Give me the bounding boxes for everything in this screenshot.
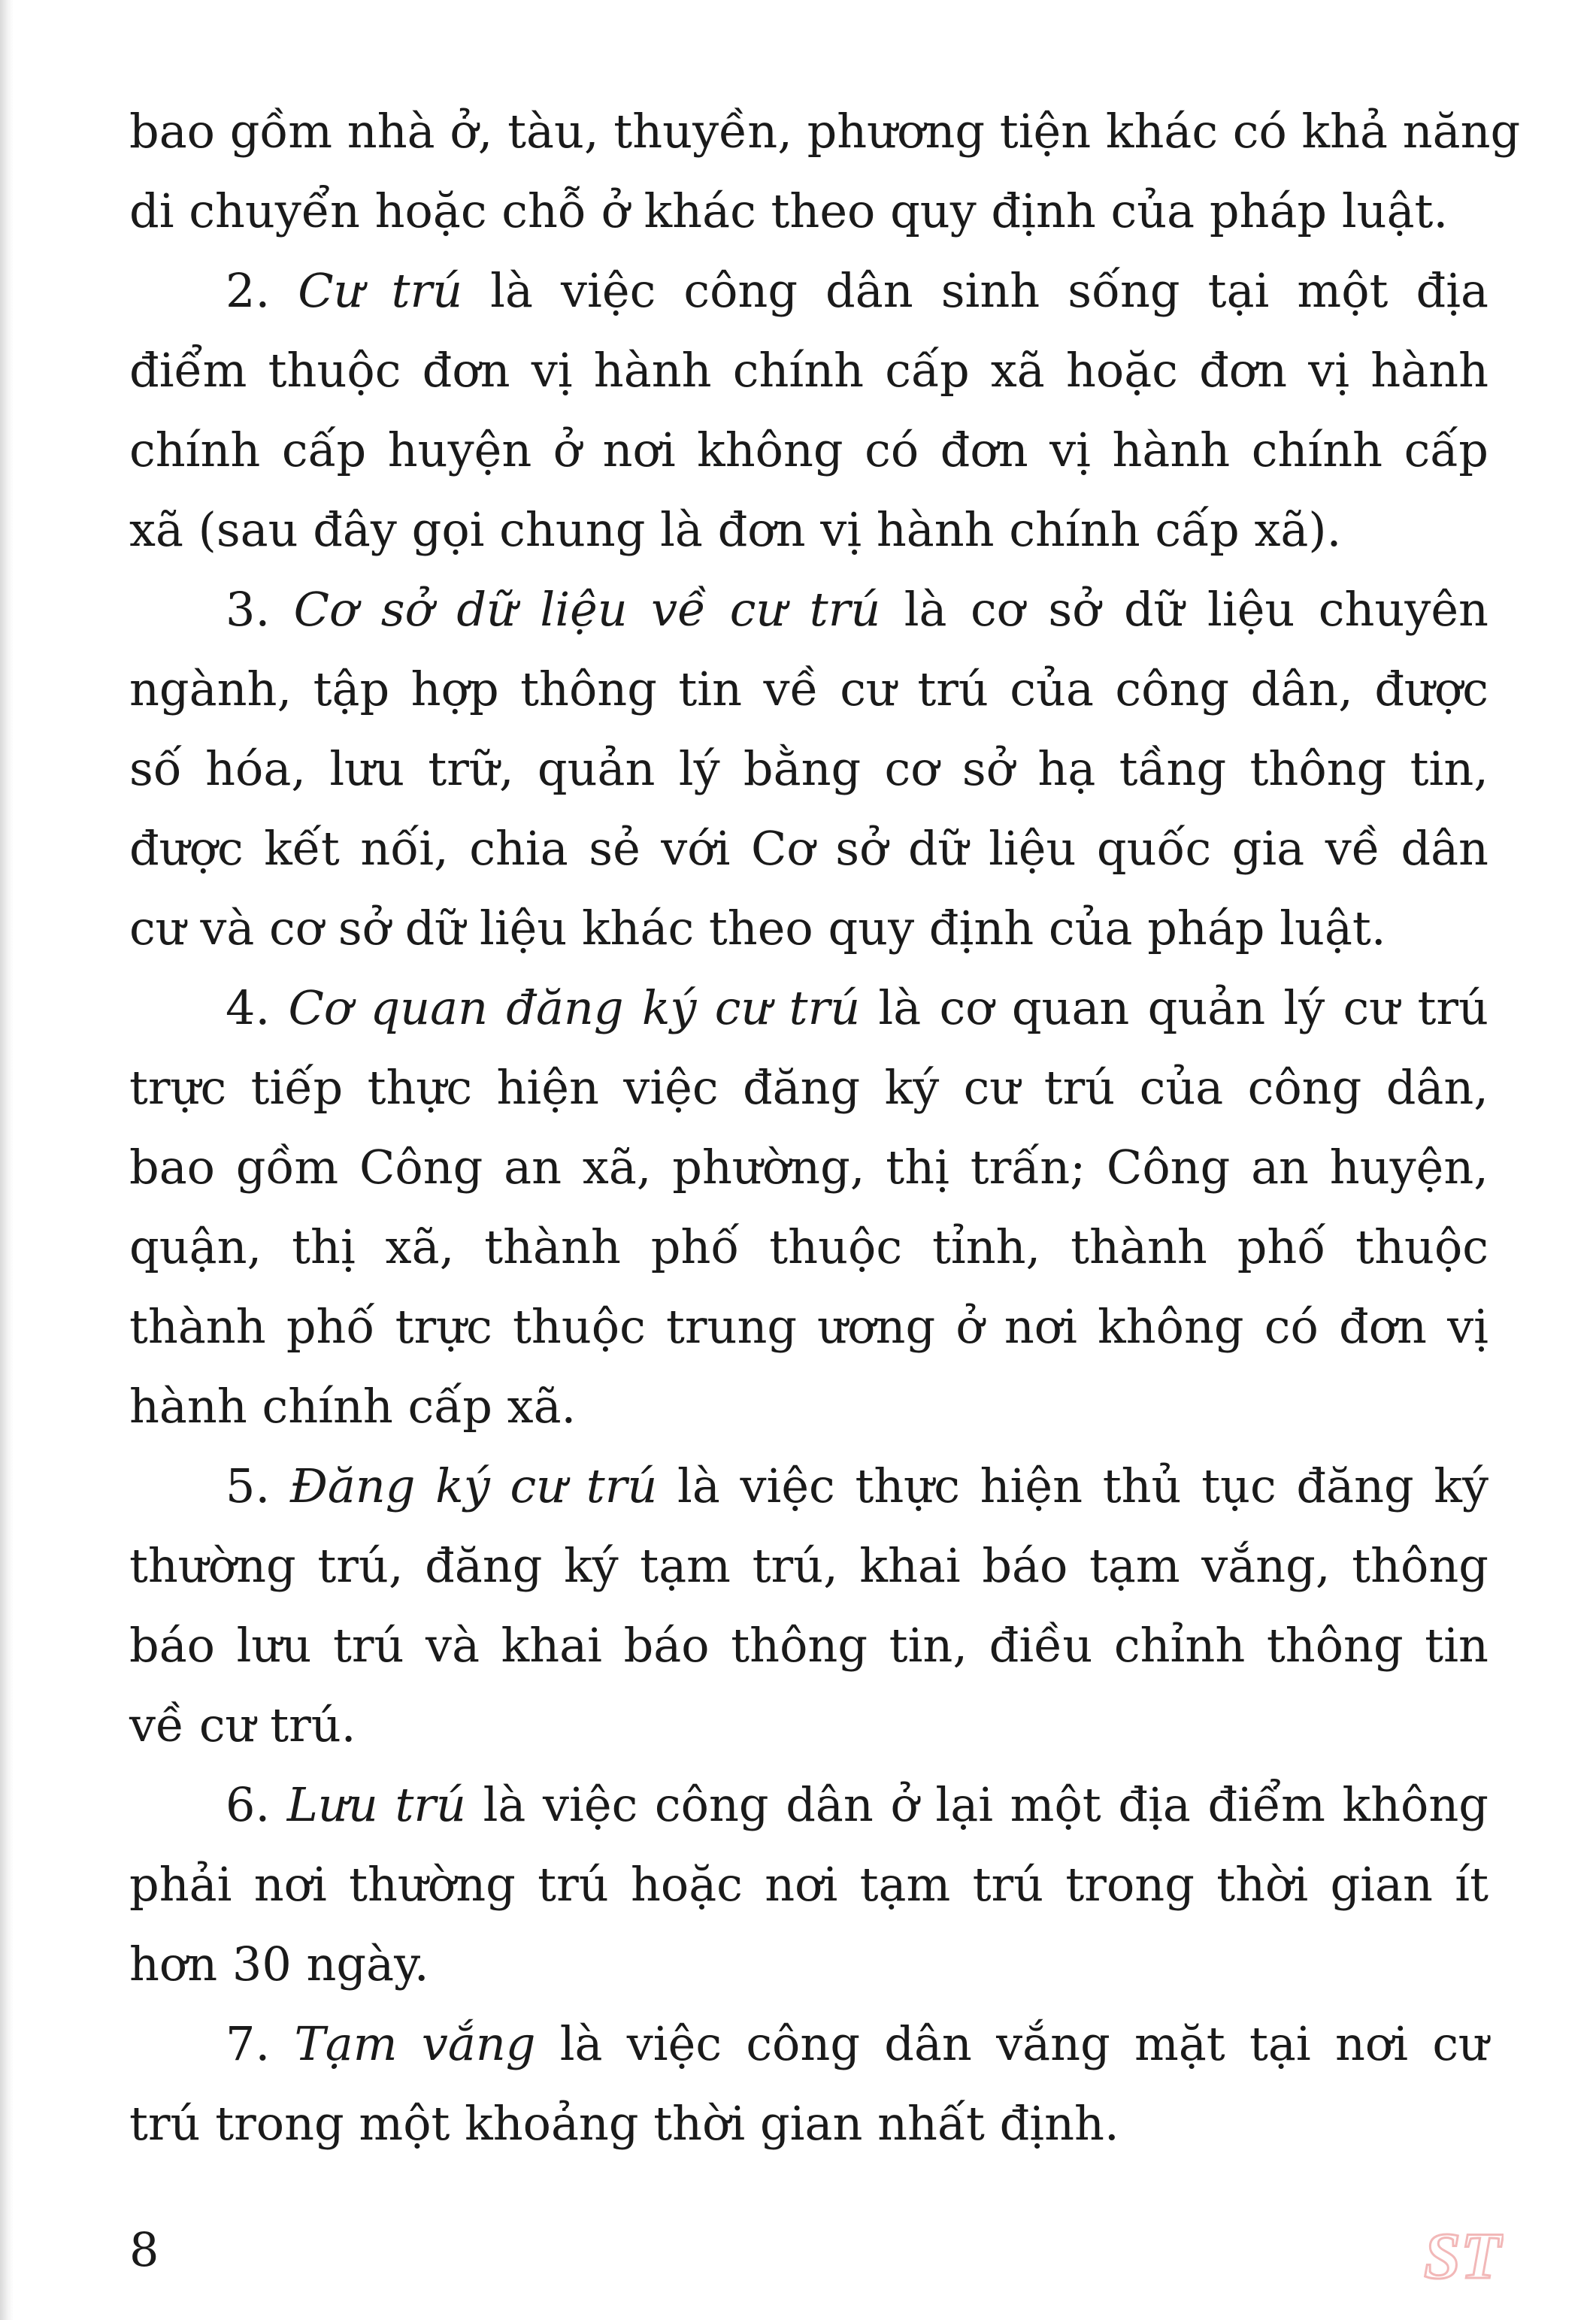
text-line: trú trong một khoảng thời gian nhất định. [129,2096,1119,2151]
definition-7-line [129,2004,1488,2084]
text-line: di chuyển hoặc chỗ ở khác theo quy định của pháp luật. [129,183,1449,238]
publisher-logo-text: ST [1424,2220,1501,2285]
text-line: trực tiếp thực hiện việc đăng ký cư trú của công dân, [129,1060,1488,1115]
definition-3-line [129,570,1488,650]
item-number: 3. [226,582,294,637]
text-line: cư và cơ sở dữ liệu khác theo quy định của pháp luật. [129,901,1386,956]
text-line: phải nơi thường trú hoặc nơi tạm trú trong thời gian ít [129,1857,1488,1912]
item-number: 2. [226,263,298,318]
text-line: hơn 30 ngày. [129,1937,429,1991]
text-line: bao gồm nhà ở, tàu, thuyền, phương tiện khác có khả năng [129,104,1521,159]
definition-text: là việc thực hiện thủ tục đăng ký [657,1458,1488,1513]
definition-4-line [129,968,1488,1048]
text-line: về cư trú. [129,1698,356,1752]
definition-text: là cơ quan quản lý cư trú [860,980,1488,1035]
text-line: bao gồm Công an xã, phường, thị trấn; Công an huyện, [129,1140,1488,1195]
definition-5-line [129,1446,1488,1526]
item-number: 5. [226,1458,290,1513]
item-number: 7. [226,2016,295,2071]
page-number: 8 [129,2222,159,2277]
definition-text: là việc công dân ở lại một địa điểm không [465,1777,1488,1832]
defined-term: Cơ quan đăng ký cư trú [288,980,861,1035]
defined-term: Tạm vắng [294,2016,536,2071]
text-line: chính cấp huyện ở nơi không có đơn vị hành chính cấp [129,423,1488,477]
definition-2-line [129,251,1488,331]
item-number: 6. [226,1777,287,1832]
text-line: quận, thị xã, thành phố thuộc tỉnh, thành phố thuộc [129,1219,1488,1274]
page-edge-shadow [0,0,14,2320]
text-line: hành chính cấp xã. [129,1379,577,1434]
text-line: được kết nối, chia sẻ với Cơ sở dữ liệu quốc gia về dân [129,821,1488,876]
definition-6-line [129,1765,1488,1845]
text-line: xã (sau đây gọi chung là đơn vị hành chính cấp xã). [129,502,1342,557]
defined-term: Đăng ký cư trú [289,1458,658,1513]
item-number: 4. [226,980,289,1035]
defined-term: Lưu trú [286,1777,466,1832]
definition-text: là cơ sở dữ liệu chuyên [880,582,1488,637]
page-body [129,92,1521,2164]
text-line: thường trú, đăng ký tạm trú, khai báo tạm vắng, thông [129,1538,1488,1593]
text-line: số hóa, lưu trữ, quản lý bằng cơ sở hạ tầng thông tin, [129,741,1488,796]
defined-term: Cơ sở dữ liệu về cư trú [293,582,881,637]
text-line: điểm thuộc đơn vị hành chính cấp xã hoặc đơn vị hành [129,343,1488,398]
publisher-logo-icon [1421,2218,1504,2285]
definition-text: là việc công dân vắng mặt tại nơi cư [535,2016,1488,2071]
text-line: ngành, tập hợp thông tin về cư trú của công dân, được [129,662,1488,716]
definition-text: là việc công dân sinh sống tại một địa [462,263,1488,318]
text-line: thành phố trực thuộc trung ương ở nơi không có đơn vị [129,1299,1488,1354]
defined-term: Cư trú [298,263,463,318]
text-line: báo lưu trú và khai báo thông tin, điều chỉnh thông tin [129,1618,1488,1673]
